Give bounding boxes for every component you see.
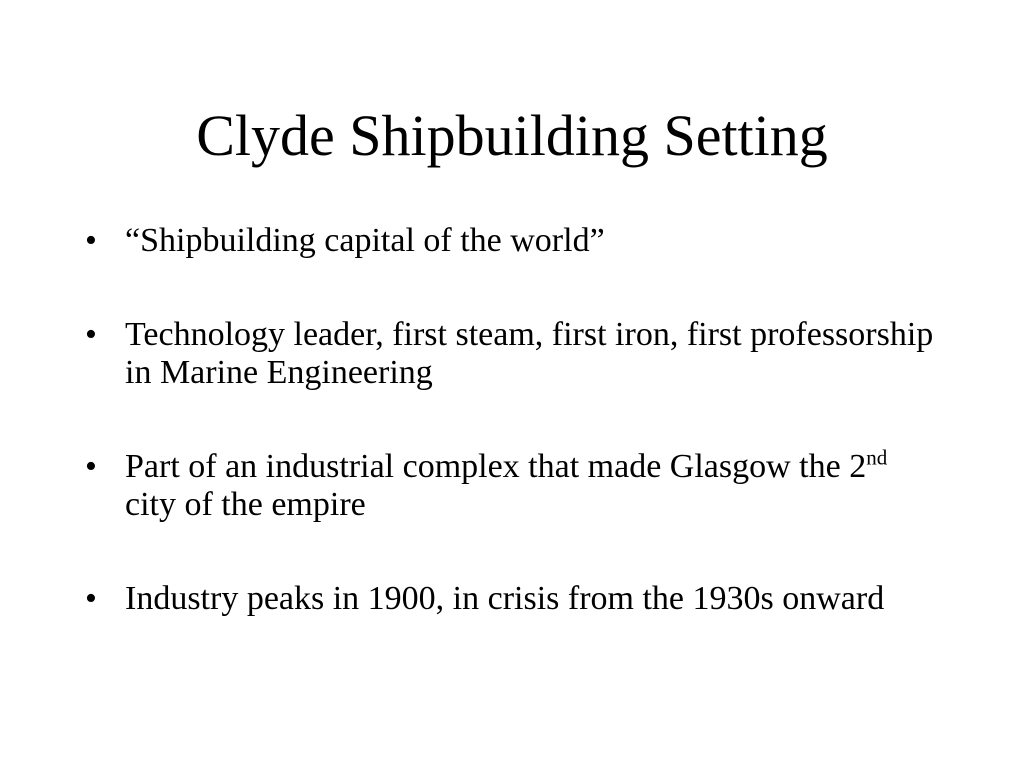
- bullet-list: [85, 222, 945, 618]
- bullet-marker: •: [85, 316, 97, 353]
- bullet-item: [85, 316, 945, 392]
- bullet-text: “Shipbuilding capital of the world”: [125, 222, 605, 259]
- slide-title: Clyde Shipbuilding Setting: [196, 103, 828, 168]
- superscript-text: nd: [866, 445, 888, 470]
- bullet-text: [125, 445, 888, 523]
- bullet-item: [85, 580, 945, 618]
- bullet-text-part: city of the empire: [125, 486, 366, 523]
- bullet-text-part: Part of an industrial complex that made Glasgow the 2: [125, 448, 867, 485]
- bullet-item: [85, 222, 945, 260]
- bullet-marker: •: [85, 580, 97, 617]
- bullet-text: Technology leader, first steam, first iron, first professorship in Marine Engineering: [125, 316, 934, 391]
- bullet-marker: •: [85, 448, 97, 485]
- bullet-marker: •: [85, 222, 97, 259]
- bullet-text: Industry peaks in 1900, in crisis from the 1930s onward: [125, 580, 885, 617]
- bullet-item: [85, 445, 945, 524]
